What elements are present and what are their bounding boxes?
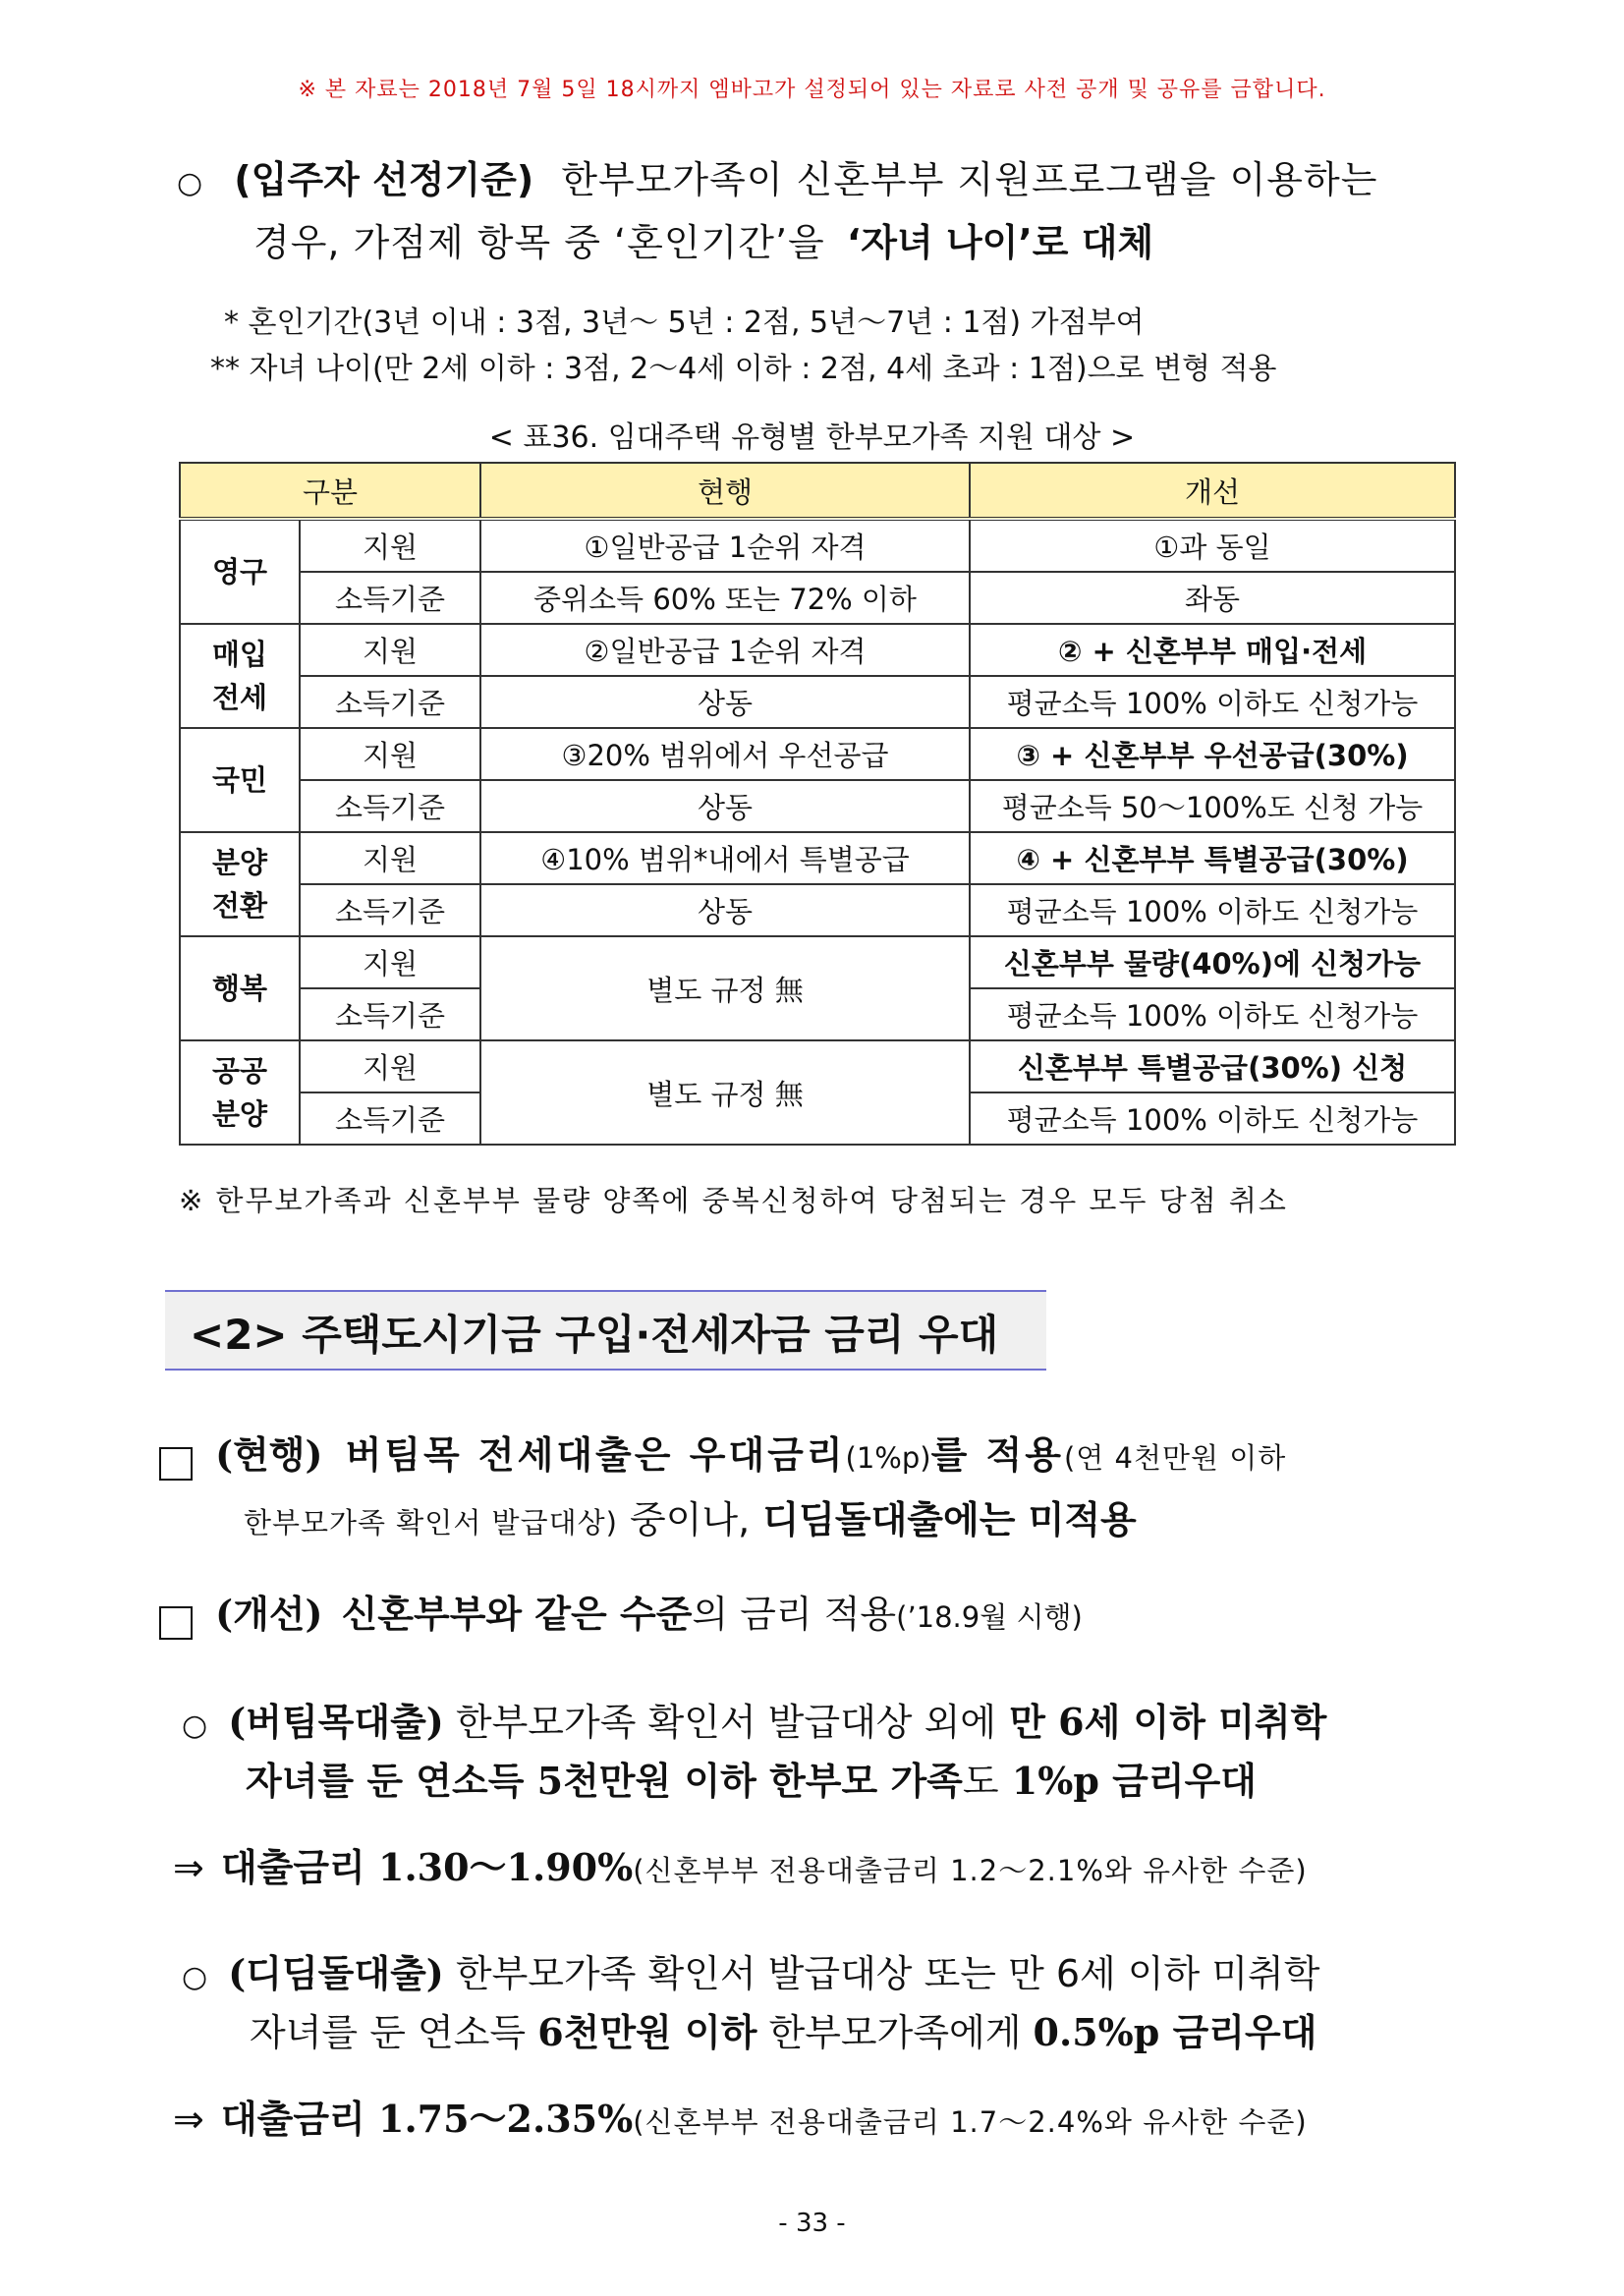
current-line1 (159, 1425, 1286, 1481)
cell-improved: ④ + 신혼부부 특별공급(30%) (970, 832, 1455, 884)
cell-improved: 평균소득 100% 이하도 신청가능 (970, 988, 1455, 1040)
header-category: 구분 (180, 463, 480, 519)
table-row (180, 936, 1455, 988)
circle-bullet-icon: ○ (177, 166, 203, 200)
b2-text: 한부모가족 확인서 발급대상 또는 만 6세 이하 미취학 (443, 1952, 1320, 1995)
row-sub: 소득기준 (300, 884, 480, 936)
b1-text: 한부모가족 확인서 발급대상 외에 (443, 1701, 997, 1744)
b2-bold: 6천만원 이하 (537, 2010, 757, 2054)
top-bullet-line1 (177, 149, 1377, 203)
circle-bullet-icon: ○ (182, 1960, 208, 1994)
current-bold: 버팀목 전세대출은 우대금리 (345, 1432, 846, 1477)
improve-small: (’18.9월 시행) (896, 1600, 1083, 1634)
table-row (180, 780, 1455, 832)
current-label: (현행) (215, 1432, 323, 1477)
row-sub: 소득기준 (300, 1092, 480, 1145)
current-small: (연 4천만원 이하 (1063, 1441, 1287, 1475)
cell-current: 별도 규정 無 (480, 1040, 970, 1145)
r2-line (173, 2089, 1308, 2143)
housing-support-table (179, 462, 1456, 1146)
arrow-right-icon: ⇒ (173, 2098, 204, 2141)
row-sub: 소득기준 (300, 988, 480, 1040)
improve-text: 의 금리 적용 (692, 1593, 897, 1636)
circle-bullet-icon: ○ (182, 1708, 208, 1743)
improve-label: (개선) (215, 1592, 323, 1636)
top-bullet-line2 (253, 212, 1153, 266)
table-row (180, 832, 1455, 884)
footnote-2: ** 자녀 나이(만 2세 이하 : 3점, 2～4세 이하 : 2점, 4세 초과 : 1점)으로 변형 적용 (210, 352, 1277, 386)
row-sub: 소득기준 (300, 676, 480, 728)
row-sub: 지원 (300, 624, 480, 676)
table-row (180, 519, 1455, 572)
group-name: 매입 전세 (180, 624, 300, 728)
current-text: 중이나, (617, 1498, 751, 1541)
table-caption: < 표36. 임대주택 유형별 한부모가족 지원 대상 > (488, 420, 1136, 455)
section-title: <2> 주택도시기금 구입·전세자금 금리 우대 (190, 1311, 999, 1359)
bullet-text: 한부모가족이 신혼부부 지원프로그램을 이용하는 (561, 158, 1378, 201)
group-name: 행복 (180, 936, 300, 1040)
r1-bold: 대출금리 1.30～1.90% (220, 1845, 634, 1889)
cell-improved: ② + 신혼부부 매입·전세 (970, 624, 1455, 676)
header-improved: 개선 (970, 463, 1455, 519)
r2-small: (신혼부부 전용대출금리 1.7～2.4%와 유사한 수준) (633, 2105, 1308, 2139)
row-sub: 소득기준 (300, 780, 480, 832)
b1-bold: 1%p 금리우대 (998, 1759, 1257, 1803)
cell-current: ①일반공급 1순위 자격 (480, 519, 970, 572)
b2-label: (디딤돌대출) (228, 1951, 444, 1995)
r1-line (173, 1837, 1308, 1891)
b2-line1 (182, 1943, 1319, 1997)
bullet-text-bold: ‘자녀 나이’로 대체 (846, 221, 1154, 264)
group-name: 공공 분양 (180, 1040, 300, 1145)
cell-improved: 신혼부부 특별공급(30%) 신청 (970, 1040, 1455, 1092)
current-small: 한부모가족 확인서 발급대상) (244, 1506, 618, 1540)
cell-improved: 평균소득 100% 이하도 신청가능 (970, 676, 1455, 728)
b2-bold: 0.5%p 금리우대 (1033, 2010, 1317, 2054)
group-name: 국민 (180, 728, 300, 832)
b2-line2 (250, 2002, 1316, 2056)
table-header-row (180, 463, 1455, 519)
b1-line2 (246, 1751, 1257, 1805)
b1-line1 (182, 1692, 1326, 1746)
arrow-right-icon: ⇒ (173, 1846, 204, 1889)
b1-label: (버팀목대출) (228, 1700, 444, 1744)
row-sub: 지원 (300, 519, 480, 572)
table-row (180, 624, 1455, 676)
cell-improved: 평균소득 100% 이하도 신청가능 (970, 884, 1455, 936)
table-row (180, 676, 1455, 728)
row-sub: 소득기준 (300, 572, 480, 624)
cell-improved: 좌동 (970, 572, 1455, 624)
cell-improved: 평균소득 50～100%도 신청 가능 (970, 780, 1455, 832)
cell-current: ②일반공급 1순위 자격 (480, 624, 970, 676)
page-number: - 33 - (778, 2209, 846, 2238)
cell-current: 별도 규정 無 (480, 936, 970, 1040)
checkbox-square-icon (159, 1447, 193, 1481)
table-row (180, 884, 1455, 936)
row-sub: 지원 (300, 728, 480, 780)
group-name: 영구 (180, 519, 300, 624)
current-bold: 디딤돌대출에는 미적용 (750, 1497, 1137, 1541)
cell-current: 중위소득 60% 또는 72% 이하 (480, 572, 970, 624)
cell-current: 상동 (480, 676, 970, 728)
cell-current: ③20% 범위에서 우선공급 (480, 728, 970, 780)
cell-current: 상동 (480, 884, 970, 936)
b2-text: 자녀를 둔 연소득 (250, 2011, 538, 2054)
cell-current: 상동 (480, 780, 970, 832)
cell-improved: 평균소득 100% 이하도 신청가능 (970, 1092, 1455, 1145)
checkbox-square-icon (159, 1606, 193, 1640)
cell-improved: 신혼부부 물량(40%)에 신청가능 (970, 936, 1455, 988)
b1-bold: 만 6세 이하 미취학 (996, 1700, 1327, 1744)
current-small: (1%p) (845, 1441, 931, 1475)
bullet-label: (입주자 선정기준) (234, 158, 534, 201)
footnote-1: * 혼인기간(3년 이내 : 3점, 3년～ 5년 : 2점, 5년～7년 : 1점) 가점부여 (224, 306, 1145, 340)
r1-small: (신혼부부 전용대출금리 1.2～2.1%와 유사한 수준) (633, 1854, 1308, 1887)
cell-improved: ③ + 신혼부부 우선공급(30%) (970, 728, 1455, 780)
group-name: 분양 전환 (180, 832, 300, 936)
b1-bold: 자녀를 둔 연소득 5천만원 이하 한부모 가족 (246, 1759, 963, 1803)
current-line2 (244, 1489, 1137, 1543)
table-row (180, 572, 1455, 624)
table-note: ※ 한무보가족과 신혼부부 물량 양쪽에 중복신청하여 당첨되는 경우 모두 당첨 취소 (179, 1184, 1288, 1217)
improve-line (159, 1584, 1083, 1640)
cell-current: ④10% 범위*내에서 특별공급 (480, 832, 970, 884)
row-sub: 지원 (300, 936, 480, 988)
embargo-notice: ※ 본 자료는 2018년 7월 5일 18시까지 엠바고가 설정되어 있는 자료로 사전 공개 및 공유를 금합니다. (298, 78, 1326, 102)
header-current: 현행 (480, 463, 970, 519)
table-row (180, 1040, 1455, 1092)
improve-bold: 신혼부부와 같은 수준 (341, 1592, 693, 1636)
bullet-text: 경우, 가점제 항목 중 ‘혼인기간’을 (253, 221, 825, 264)
r2-bold: 대출금리 1.75～2.35% (220, 2097, 634, 2141)
cell-improved: ①과 동일 (970, 519, 1455, 572)
row-sub: 지원 (300, 832, 480, 884)
current-bold: 를 적용 (930, 1432, 1064, 1477)
b1-text: 도 (962, 1760, 999, 1803)
b2-text: 한부모가족에게 (756, 2011, 1034, 2054)
row-sub: 지원 (300, 1040, 480, 1092)
table-row (180, 728, 1455, 780)
